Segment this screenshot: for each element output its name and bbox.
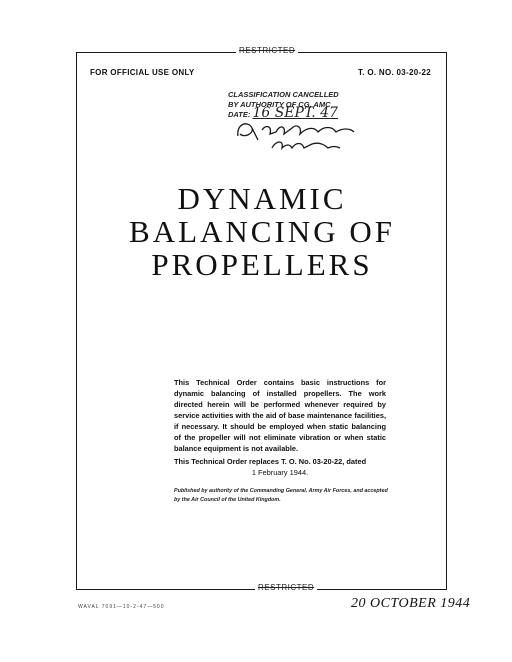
document-title [76, 182, 448, 281]
restricted-top-label: RESTRICTED [236, 46, 298, 55]
summary-paragraph [174, 377, 386, 454]
handwritten-signature [232, 114, 362, 156]
restricted-bottom-label: RESTRICTED [255, 583, 317, 592]
print-code: WAVAL 7091—10-2-47—500 [78, 604, 165, 610]
replaces-date: 1 February 1944. [251, 468, 309, 477]
summary-text: This Technical Order contains basic instructions for dynamic balancing of installed propellers. The work directed herein will be performed whenever required by service activities with the aid of base maintenance facilities, if necessary. It should be employed when static balancing of the propeller will not eliminate vibration or when static balance equipment is not available. [174, 378, 386, 453]
title-line-3: PROPELLERS [151, 247, 373, 282]
technical-order-number: T. O. NO. 03-20-22 [358, 68, 431, 77]
published-authority: Published by authority of the Commanding General, Army Air Forces, and accepted by the Air Council of the United Kingdom. [174, 488, 388, 503]
title-line-1: DYNAMIC [177, 181, 347, 216]
stamp-line-1: CLASSIFICATION CANCELLED [228, 90, 339, 99]
stamp-date-label: DATE: [228, 110, 251, 119]
publication-date: 20 OCTOBER 1944 [351, 596, 471, 611]
stamp-date-value: 16 SEPT. 47 [252, 105, 338, 121]
replaces-notice [174, 456, 386, 478]
stamp-line-2: BY AUTHORITY OF CG, AMC [228, 99, 331, 109]
official-use-label: FOR OFFICIAL USE ONLY [90, 68, 195, 77]
title-line-2: BALANCING OF [129, 214, 395, 249]
replaces-text: This Technical Order replaces T. O. No. 03-20-22, dated [174, 457, 367, 466]
